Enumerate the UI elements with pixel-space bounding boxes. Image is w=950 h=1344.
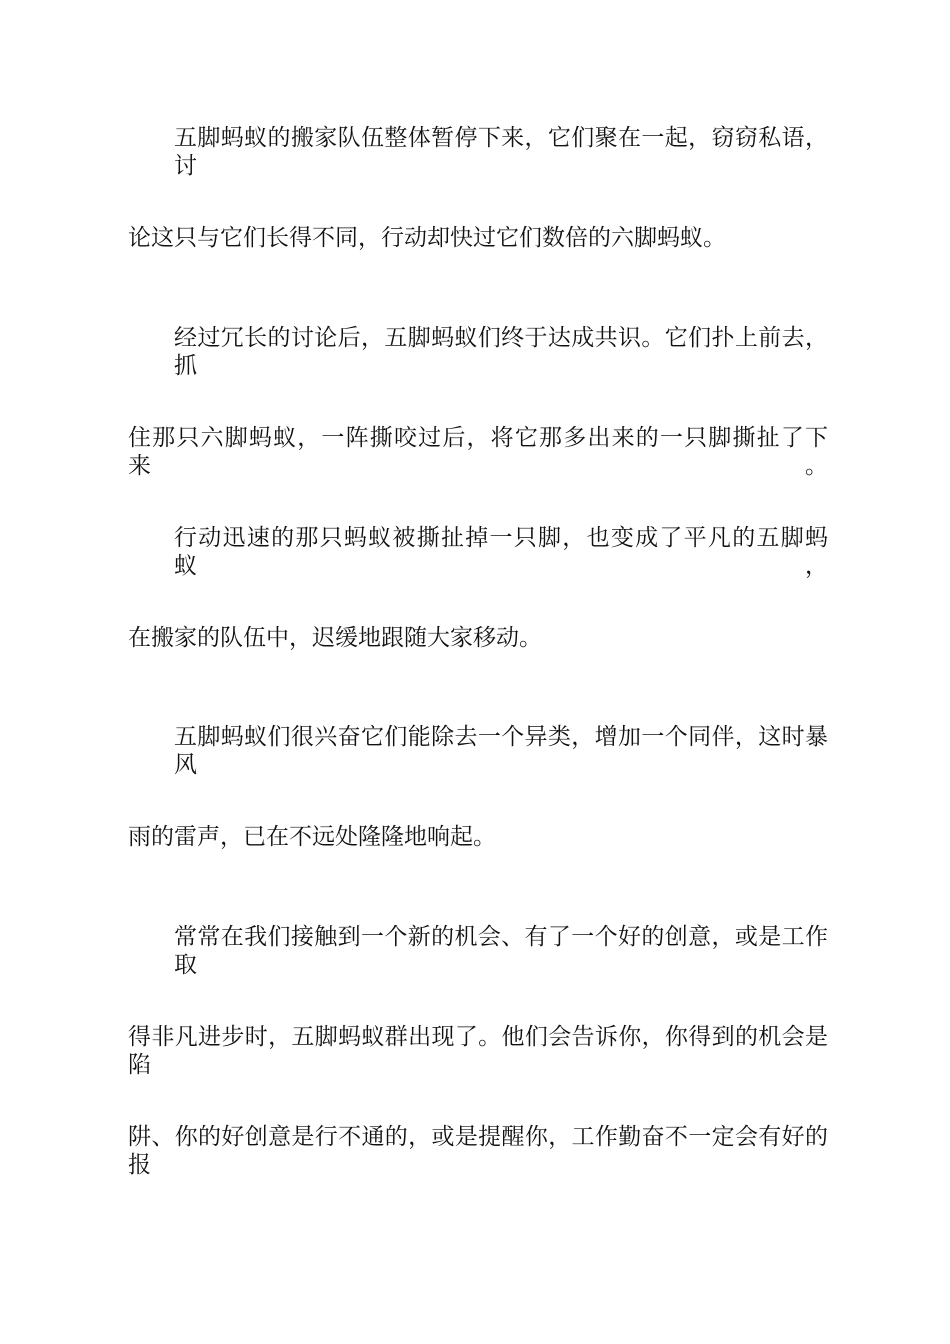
paragraph-4-line-1: 五脚蚂蚁们很兴奋它们能除去一个异类，增加一个同伴，这时暴风 [174, 724, 828, 778]
paragraph-4-line-2: 雨的雷声，已在不远处隆隆地响起。 [128, 824, 496, 850]
paragraph-1-line-1: 五脚蚂蚁的搬家队伍整体暂停下来，它们聚在一起，窃窃私语，讨 [174, 125, 828, 179]
paragraph-1-line-2: 论这只与它们长得不同，行动却快过它们数倍的六脚蚂蚁。 [128, 225, 726, 251]
paragraph-5-line-2: 得非凡进步时，五脚蚂蚁群出现了。他们会告诉你，你得到的机会是陷 [128, 1024, 828, 1078]
paragraph-3-line-2: 在搬家的队伍中，迟缓地跟随大家移动。 [128, 625, 542, 651]
paragraph-3-line-1: 行动迅速的那只蚂蚁被撕扯掉一只脚，也变成了平凡的五脚蚂蚁， [174, 525, 828, 579]
paragraph-2-line-2: 住那只六脚蚂蚁，一阵撕咬过后，将它那多出来的一只脚撕扯了下来。 [128, 425, 828, 479]
paragraph-2-line-1: 经过冗长的讨论后，五脚蚂蚁们终于达成共识。它们扑上前去，抓 [174, 325, 828, 379]
paragraph-5-line-1: 常常在我们接触到一个新的机会、有了一个好的创意，或是工作取 [174, 924, 828, 978]
paragraph-5-line-3: 阱、你的好创意是行不通的，或是提醒你，工作勤奋不一定会有好的报 [128, 1124, 828, 1178]
